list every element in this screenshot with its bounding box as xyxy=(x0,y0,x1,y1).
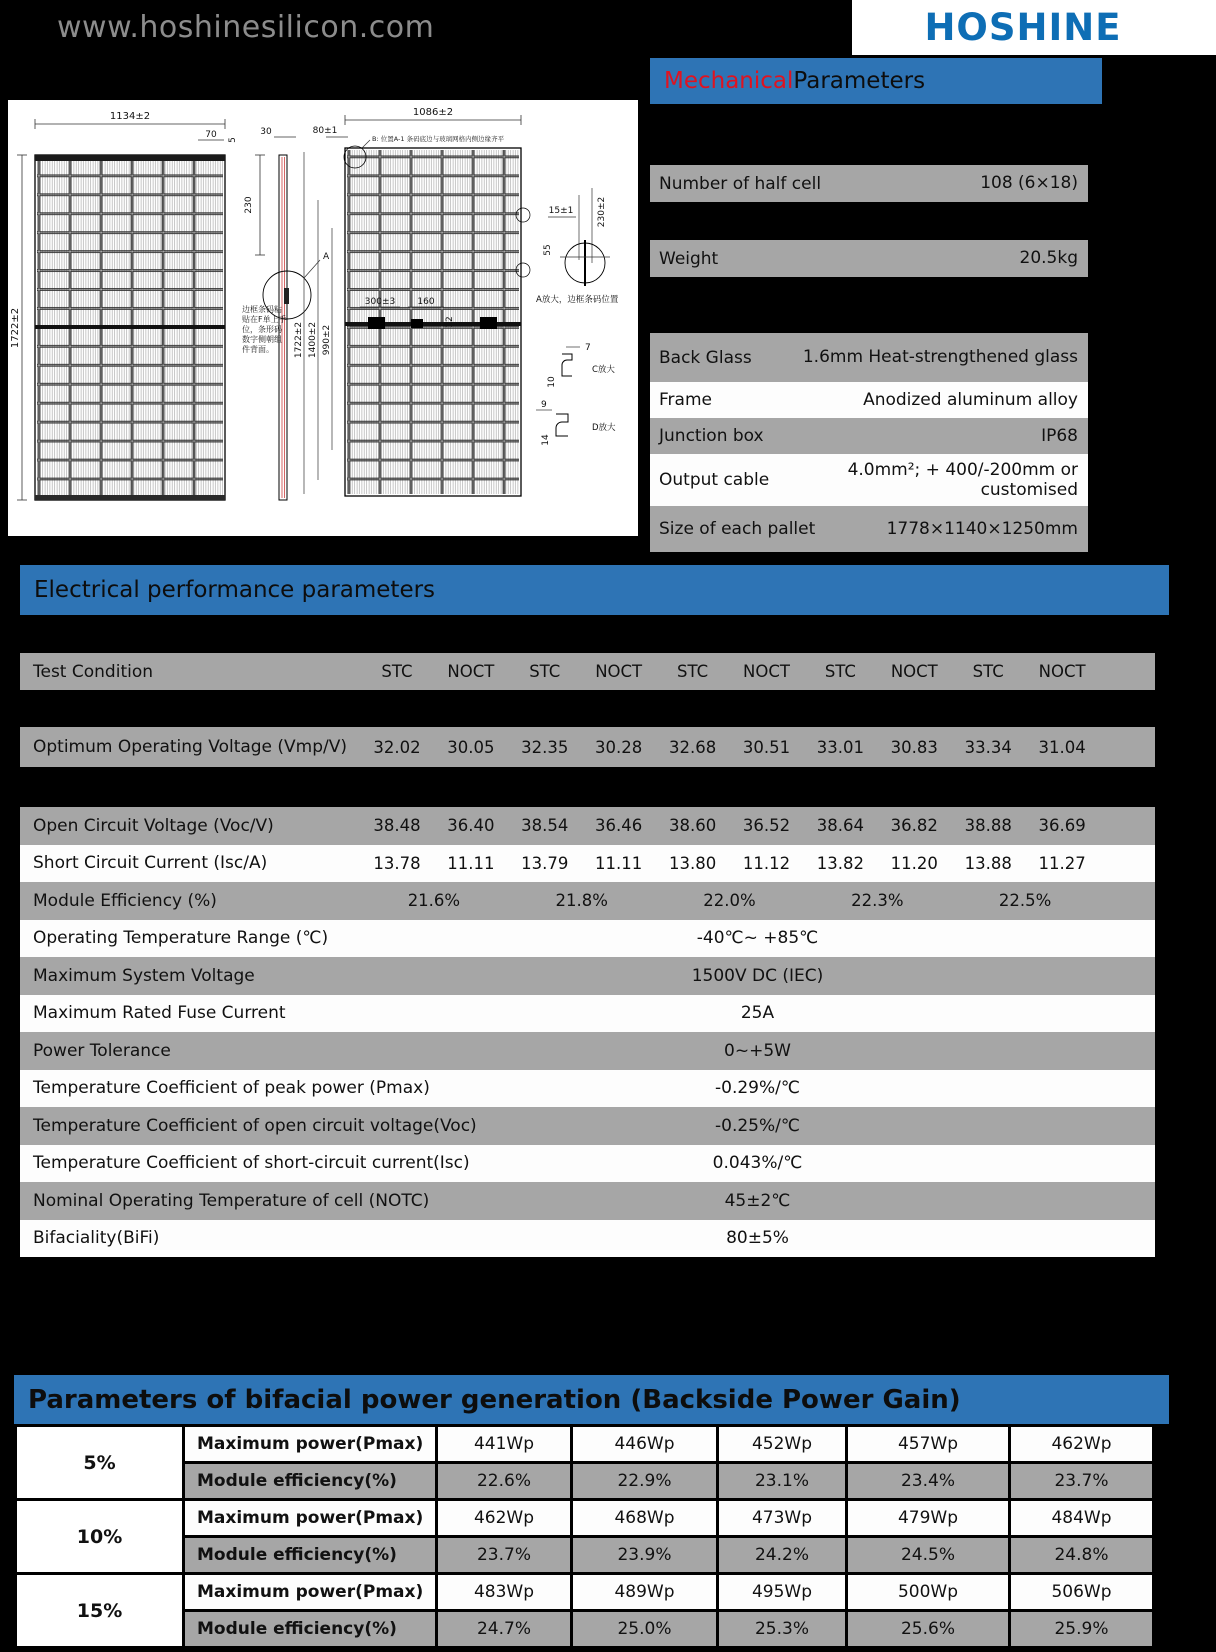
electrical-row-value: 38.48 xyxy=(373,816,421,836)
mech-row-value: 108 (6×18) xyxy=(980,173,1078,194)
vmp-value: 30.51 xyxy=(742,737,791,757)
dim-back-h1: 1722±2 xyxy=(294,321,304,359)
electrical-row-label: Module Efficiency (%) xyxy=(33,890,217,911)
bifacial-banner xyxy=(14,1375,1169,1424)
electrical-row-value: 13.79 xyxy=(521,853,569,873)
electrical-row-label: Bifaciality(BiFi) xyxy=(33,1228,160,1249)
electrical-row-value: 0~+5W xyxy=(724,1040,791,1061)
dim-detail-10: 10 xyxy=(547,376,557,388)
bifacial-eff-value: 25.9% xyxy=(1011,1612,1152,1646)
electrical-row-value: 38.60 xyxy=(668,816,717,836)
electrical-row-label: Power Tolerance xyxy=(33,1040,171,1061)
electrical-row-value: 36.40 xyxy=(447,816,495,836)
vmp-values xyxy=(360,738,1155,757)
test-condition-col: NOCT xyxy=(595,662,643,681)
electrical-row-value: 38.54 xyxy=(521,816,569,836)
mech-row xyxy=(650,506,1088,552)
dim-back-12: 12 xyxy=(445,316,455,328)
electrical-row-label: Maximum System Voltage xyxy=(33,965,255,986)
electrical-row xyxy=(20,995,1155,1033)
bifacial-pmax-value: 484Wp xyxy=(1011,1501,1152,1535)
bifacial-eff-label: Module efficiency(%) xyxy=(185,1464,435,1498)
electrical-row-value: -0.29%/℃ xyxy=(715,1078,800,1099)
electrical-row-value: 38.64 xyxy=(816,816,865,836)
electrical-row-value: 13.80 xyxy=(668,853,717,873)
mech-row xyxy=(650,454,1088,506)
dim-back-h3: 990±2 xyxy=(322,324,332,356)
banner-text-red: Mechanical xyxy=(664,68,794,94)
bifacial-gain-cell: 5% xyxy=(17,1427,182,1498)
technical-drawing-panel xyxy=(8,100,638,536)
bifacial-eff-value: 23.7% xyxy=(438,1538,570,1572)
side-view xyxy=(242,127,330,500)
test-condition-col: STC xyxy=(381,662,413,681)
dim-detail-14: 14 xyxy=(541,434,551,446)
back-note: B: 位置A-1 条码底边与玻璃网格内侧边缘齐平 xyxy=(372,135,505,143)
test-condition-label: Test Condition xyxy=(33,661,154,682)
mechanical-parameters-banner xyxy=(650,58,1102,104)
side-note: 边框条码粘 贴在F单上手 位，条形码 数字侧朝组 件背面。 xyxy=(242,305,287,354)
electrical-row-value: 38.88 xyxy=(964,816,1012,836)
bifacial-pmax-value: 495Wp xyxy=(719,1575,845,1609)
mech-row xyxy=(650,418,1088,454)
electrical-row-value: 36.69 xyxy=(1038,816,1086,836)
electrical-row-values xyxy=(360,1153,1155,1173)
mech-row-label: Junction box xyxy=(659,426,764,446)
bifacial-pmax-label: Maximum power(Pmax) xyxy=(185,1575,435,1609)
mech-row-value: 20.5kg xyxy=(1019,248,1078,269)
electrical-row-value: 13.82 xyxy=(816,853,865,873)
bifacial-eff-value: 23.1% xyxy=(719,1464,845,1498)
vmp-value: 30.28 xyxy=(595,737,643,757)
electrical-row xyxy=(20,882,1155,920)
dim-detail-55: 55 xyxy=(543,244,553,256)
electrical-row-value: 22.0% xyxy=(703,891,756,911)
detail-d xyxy=(536,400,616,446)
mech-row-value: 1.6mm Heat-strengthened glass xyxy=(802,347,1078,368)
bifacial-eff-value: 22.9% xyxy=(573,1464,716,1498)
electrical-row-value: 36.82 xyxy=(890,816,938,836)
electrical-row-value: -0.25%/℃ xyxy=(715,1115,800,1136)
mech-row-label: Size of each pallet xyxy=(659,519,816,539)
mech-row-label: Back Glass xyxy=(659,347,752,368)
electrical-row-label: Open Circuit Voltage (Voc/V) xyxy=(33,815,274,836)
bifacial-pmax-value: 462Wp xyxy=(438,1501,570,1535)
dim-back-width: 1086±2 xyxy=(412,107,454,118)
bifacial-pmax-value: 457Wp xyxy=(848,1427,1008,1461)
banner-text-black: Parameters xyxy=(793,68,926,94)
back-view xyxy=(294,107,530,496)
detail-d-caption: D放大 xyxy=(592,423,616,433)
electrical-row-value: -40℃~ +85℃ xyxy=(696,928,819,949)
front-view xyxy=(10,111,238,500)
electrical-row-value: 22.3% xyxy=(851,891,904,911)
electrical-row-label: Temperature Coefficient of peak power (Pmax) xyxy=(33,1078,430,1099)
electrical-row-value: 45±2℃ xyxy=(724,1190,791,1211)
test-condition-col: NOCT xyxy=(1038,662,1086,681)
mech-row-value: 4.0mm²; + 400/-200mm or customised xyxy=(847,459,1078,500)
test-condition-col: NOCT xyxy=(890,662,938,681)
electrical-header-row xyxy=(20,653,1155,690)
vmp-value: 32.02 xyxy=(373,737,421,757)
electrical-row xyxy=(20,1182,1155,1220)
detail-a xyxy=(536,188,619,305)
electrical-row-values xyxy=(360,1191,1155,1211)
electrical-row-values xyxy=(360,1003,1155,1023)
bifacial-pmax-value: 500Wp xyxy=(848,1575,1008,1609)
electrical-row-value: 25A xyxy=(740,1003,775,1024)
dim-detail-9: 9 xyxy=(541,400,547,410)
mech-row xyxy=(650,382,1088,418)
bifacial-pmax-label: Maximum power(Pmax) xyxy=(185,1501,435,1535)
electrical-row xyxy=(20,1107,1155,1145)
bifacial-eff-value: 24.2% xyxy=(719,1538,845,1572)
electrical-row xyxy=(20,957,1155,995)
test-condition-columns xyxy=(360,662,1155,681)
electrical-row-value: 13.88 xyxy=(964,853,1012,873)
detail-c-caption: C放大 xyxy=(592,365,615,375)
electrical-row-value: 11.11 xyxy=(447,853,495,873)
electrical-row-value: 11.12 xyxy=(742,853,791,873)
dim-side-230: 230 xyxy=(244,196,254,214)
test-condition-col: STC xyxy=(972,662,1004,681)
electrical-row-values xyxy=(360,966,1155,986)
dim-front-5: 5 xyxy=(228,137,238,143)
electrical-banner-text: Electrical performance parameters xyxy=(34,577,436,603)
dim-back-80: 80±1 xyxy=(312,126,338,136)
vmp-value: 33.01 xyxy=(816,737,865,757)
electrical-row-value: 36.52 xyxy=(742,816,791,836)
detail-ref-a: A xyxy=(323,252,330,262)
test-condition-col: NOCT xyxy=(447,662,495,681)
electrical-row-values xyxy=(360,1078,1155,1098)
bifacial-eff-value: 23.7% xyxy=(1011,1464,1152,1498)
electrical-rows-block xyxy=(20,807,1155,1257)
mech-row-label: Number of half cell xyxy=(659,173,822,194)
bifacial-table xyxy=(14,1424,1155,1649)
mech-row-value: IP68 xyxy=(1041,425,1078,446)
electrical-row xyxy=(20,920,1155,958)
electrical-row-values xyxy=(360,854,1155,873)
detail-c xyxy=(547,343,615,388)
electrical-row-label: Maximum Rated Fuse Current xyxy=(33,1003,286,1024)
mechanical-table xyxy=(650,150,1088,552)
bifacial-pmax-value: 468Wp xyxy=(573,1501,716,1535)
electrical-row xyxy=(20,1070,1155,1108)
electrical-row xyxy=(20,845,1155,883)
logo-plate xyxy=(852,0,1216,55)
test-condition-col: STC xyxy=(824,662,856,681)
bifacial-eff-value: 24.7% xyxy=(438,1612,570,1646)
bifacial-pmax-value: 441Wp xyxy=(438,1427,570,1461)
bifacial-eff-value: 24.8% xyxy=(1011,1538,1152,1572)
electrical-row-values xyxy=(360,891,1155,910)
electrical-row-value: 0.043%/℃ xyxy=(712,1153,803,1174)
mech-row xyxy=(650,333,1088,382)
bifacial-pmax-value: 489Wp xyxy=(573,1575,716,1609)
mech-row-value: Anodized aluminum alloy xyxy=(863,389,1078,410)
dim-side-30: 30 xyxy=(260,127,272,137)
bifacial-pmax-value: 452Wp xyxy=(719,1427,845,1461)
website-url: www.hoshinesilicon.com xyxy=(57,10,435,45)
electrical-row-value: 21.8% xyxy=(555,891,608,911)
bifacial-eff-value: 23.9% xyxy=(573,1538,716,1572)
electrical-row-label: Short Circuit Current (Isc/A) xyxy=(33,853,268,874)
electrical-row-values xyxy=(360,1228,1155,1248)
test-condition-col: STC xyxy=(677,662,709,681)
bifacial-pmax-value: 479Wp xyxy=(848,1501,1008,1535)
electrical-row-value: 13.78 xyxy=(373,853,421,873)
electrical-row-value: 11.11 xyxy=(595,853,643,873)
bifacial-pmax-value: 483Wp xyxy=(438,1575,570,1609)
electrical-row-value: 80±5% xyxy=(726,1228,789,1249)
dim-front-width: 1134±2 xyxy=(109,111,151,122)
dim-back-h2: 1400±2 xyxy=(308,321,318,359)
electrical-banner xyxy=(20,565,1169,615)
detail-a-caption: A放大，边框条码位置 xyxy=(536,295,619,305)
electrical-row-label: Temperature Coefficient of open circuit voltage(Voc) xyxy=(33,1115,477,1136)
dim-detail-15: 15±1 xyxy=(548,206,574,216)
electrical-row-value: 36.46 xyxy=(595,816,643,836)
electrical-row xyxy=(20,1145,1155,1183)
mech-row-label: Output cable xyxy=(659,470,770,490)
vmp-value: 30.05 xyxy=(447,737,495,757)
bifacial-pmax-value: 446Wp xyxy=(573,1427,716,1461)
hoshine-logo: HOSHINE xyxy=(924,6,1122,49)
vmp-row xyxy=(20,727,1155,767)
bifacial-eff-value: 25.3% xyxy=(719,1612,845,1646)
electrical-row xyxy=(20,807,1155,845)
mech-row-label: Frame xyxy=(659,390,712,410)
dim-back-160: 160 xyxy=(417,297,435,307)
bifacial-pmax-label: Maximum power(Pmax) xyxy=(185,1427,435,1461)
vmp-value: 32.68 xyxy=(668,737,717,757)
bifacial-pmax-value: 473Wp xyxy=(719,1501,845,1535)
electrical-row-values xyxy=(360,816,1155,835)
vmp-label: Optimum Operating Voltage (Vmp/V) xyxy=(33,737,348,757)
electrical-row-value: 11.20 xyxy=(890,853,938,873)
vmp-value: 32.35 xyxy=(521,737,569,757)
mech-row xyxy=(650,165,1088,202)
vmp-value: 30.83 xyxy=(890,737,938,757)
test-condition-col: STC xyxy=(529,662,561,681)
vmp-value: 31.04 xyxy=(1038,737,1086,757)
bifacial-eff-label: Module efficiency(%) xyxy=(185,1538,435,1572)
bifacial-eff-value: 22.6% xyxy=(438,1464,570,1498)
electrical-row-label: Operating Temperature Range (℃) xyxy=(33,928,329,949)
electrical-row-value: 11.27 xyxy=(1038,853,1086,873)
bifacial-gain-cell: 15% xyxy=(17,1575,182,1646)
electrical-row-label: Temperature Coefficient of short-circuit current(Isc) xyxy=(33,1153,470,1174)
bifacial-gain-cell: 10% xyxy=(17,1501,182,1572)
vmp-value: 33.34 xyxy=(964,737,1012,757)
mech-row-value: 1778×1140×1250mm xyxy=(886,518,1078,539)
test-condition-col: NOCT xyxy=(743,662,790,681)
dim-front-height: 1722±2 xyxy=(10,307,21,349)
electrical-row-value: 22.5% xyxy=(998,891,1052,911)
dim-detail-7: 7 xyxy=(585,343,591,353)
dim-detail-230: 230±2 xyxy=(597,196,607,228)
mech-row-label: Weight xyxy=(659,248,719,269)
electrical-row-label: Nominal Operating Temperature of cell (NOTC) xyxy=(33,1190,430,1211)
bifacial-pmax-value: 462Wp xyxy=(1011,1427,1152,1461)
bifacial-eff-value: 25.0% xyxy=(573,1612,716,1646)
electrical-row xyxy=(20,1220,1155,1258)
dim-back-300: 300±3 xyxy=(364,297,396,307)
electrical-row-values xyxy=(360,928,1155,948)
bifacial-eff-value: 25.6% xyxy=(848,1612,1008,1646)
bifacial-pmax-value: 506Wp xyxy=(1011,1575,1152,1609)
electrical-row-values xyxy=(360,1041,1155,1061)
bifacial-eff-value: 24.5% xyxy=(848,1538,1008,1572)
dim-front-70: 70 xyxy=(205,130,217,140)
bifacial-banner-text: Parameters of bifacial power generation (Backside Power Gain) xyxy=(28,1384,961,1415)
panel-dimension-drawing xyxy=(8,100,638,536)
electrical-row-value: 21.6% xyxy=(407,891,461,911)
bifacial-eff-label: Module efficiency(%) xyxy=(185,1612,435,1646)
electrical-row-values xyxy=(360,1116,1155,1136)
electrical-row xyxy=(20,1032,1155,1070)
bifacial-eff-value: 23.4% xyxy=(848,1464,1008,1498)
electrical-row-value: 1500V DC (IEC) xyxy=(691,965,824,986)
mech-row xyxy=(650,240,1088,277)
